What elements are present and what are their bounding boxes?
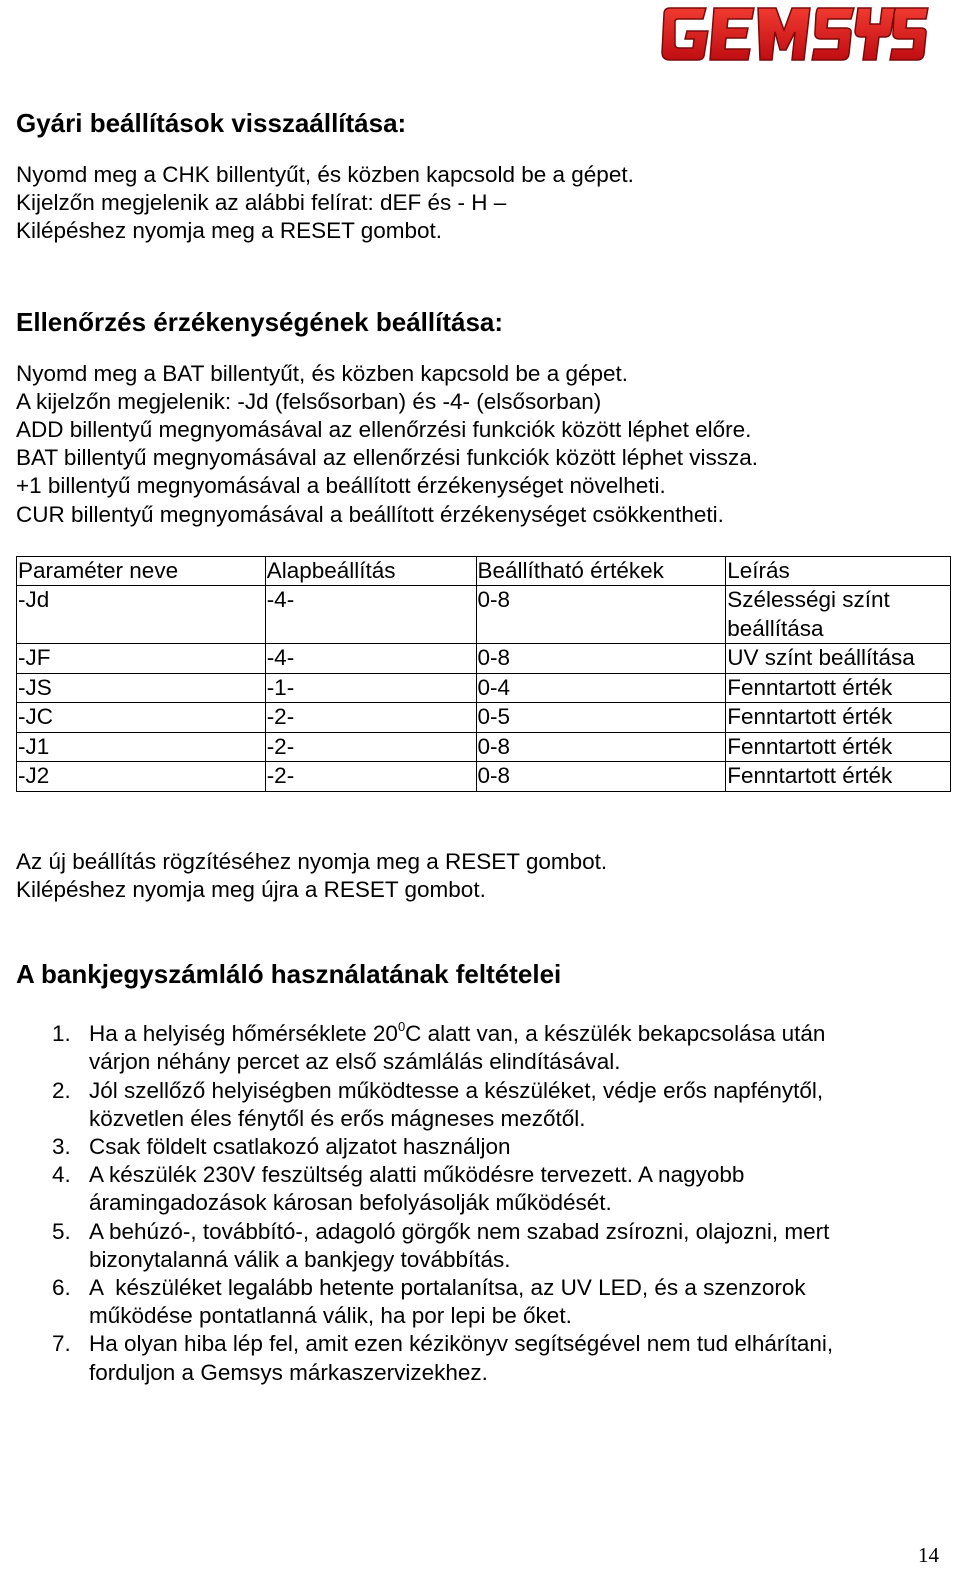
table-cell: -2- <box>265 732 476 762</box>
item-text: Ha a helyiség hőmérséklete 20 <box>89 1021 398 1047</box>
item-text: forduljon a Gemsys márkaszervizekhez. <box>89 1359 488 1385</box>
conditions-list <box>16 1020 951 1387</box>
list-item <box>16 1020 951 1076</box>
table-row <box>17 703 951 733</box>
item-text: Csak földelt csatlakozó aljzatot használjon <box>89 1134 511 1160</box>
table-cell: -J1 <box>17 732 266 762</box>
table-cell: -4- <box>265 586 476 644</box>
page-content <box>16 105 951 1387</box>
item-text: Jól szellőző helyiségben működtesse a készüléket, védje erős napfénytől, <box>89 1077 824 1103</box>
table-cell: 0-8 <box>476 586 726 644</box>
item-text: működése pontatlanná válik, ha por lepi be őket. <box>89 1303 572 1329</box>
table-cell: UV színt beállítása <box>726 644 951 674</box>
table-row <box>17 673 951 703</box>
list-number: 2. <box>52 1077 71 1103</box>
list-number: 3. <box>52 1134 71 1160</box>
page-number: 14 <box>918 1543 939 1567</box>
list-number: 4. <box>52 1162 71 1188</box>
text-line: Nyomd meg a CHK billentyűt, és közben kapcsold be a gépet. <box>16 162 634 187</box>
table-cell: Szélességi színt beállítása <box>726 586 951 644</box>
item-text: bizonytalanná válik a bankjegy továbbítás. <box>89 1246 511 1272</box>
list-number: 5. <box>52 1218 71 1244</box>
table-row <box>17 732 951 762</box>
table-row <box>17 644 951 674</box>
table-cell: -JF <box>17 644 266 674</box>
list-item <box>16 1274 951 1330</box>
factory-reset-text <box>16 161 951 246</box>
item-text: Ha olyan hiba lép fel, amit ezen kézikönyv segítségével nem tud elhárítani, <box>89 1331 834 1357</box>
item-text: A készülék 230V feszültség alatti működésre tervezett. A nagyobb <box>89 1162 745 1188</box>
item-text: közvetlen éles fénytől és erős mágneses mezőtől. <box>89 1105 586 1131</box>
table-cell: Fenntartott érték <box>726 673 951 703</box>
item-text: A behúzó-, továbbító-, adagoló görgők nem szabad zsírozni, olajozni, mert <box>89 1218 830 1244</box>
sensitivity-text <box>16 360 951 529</box>
table-cell: 0-5 <box>476 703 726 733</box>
table-cell: Fenntartott érték <box>726 703 951 733</box>
header-cell: Paraméter neve <box>17 556 266 586</box>
table-cell: -1- <box>265 673 476 703</box>
gemsys-logo-graphic <box>658 4 930 64</box>
text-line: +1 billentyű megnyomásával a beállított érzékenységet növelheti. <box>16 473 666 499</box>
table-cell: -4- <box>265 644 476 674</box>
table-cell: Fenntartott érték <box>726 732 951 762</box>
table-cell: -2- <box>265 703 476 733</box>
text-line: Nyomd meg a BAT billentyűt, és közben kapcsold be a gépet. <box>16 360 629 386</box>
list-item <box>16 1133 951 1161</box>
table-cell: -2- <box>265 762 476 792</box>
table-row <box>17 586 951 644</box>
item-text: várjon néhány percet az első számlálás elindításával. <box>89 1049 621 1075</box>
list-number: 7. <box>52 1331 71 1357</box>
text-line: Kijelzőn megjelenik az alábbi felírat: dEF és - H – <box>16 190 507 216</box>
list-number: 1. <box>52 1021 71 1047</box>
table-cell: 0-8 <box>476 762 726 792</box>
sensitivity-title: Ellenőrzés érzékenységének beállítása: <box>16 306 504 337</box>
text-line: Kilépéshez nyomja meg újra a RESET gombot. <box>16 877 486 903</box>
table-cell: 0-8 <box>476 644 726 674</box>
text-line: CUR billentyű megnyomásával a beállított érzékenységet csökkentheti. <box>16 501 724 527</box>
parameter-table <box>16 556 951 792</box>
table-cell: -J2 <box>17 762 266 792</box>
header-cell: Beállítható értékek <box>476 556 726 586</box>
item-text: C alatt van, a készülék bekapcsolása után <box>405 1021 826 1047</box>
list-item <box>16 1218 951 1274</box>
save-instructions <box>16 848 951 904</box>
table-cell: 0-8 <box>476 732 726 762</box>
item-text: A készüléket legalább hetente portalanítsa, az UV LED, és a szenzorok <box>89 1275 806 1301</box>
item-text: áramingadozások károsan befolyásolják működését. <box>89 1190 612 1216</box>
text-line: Kilépéshez nyomja meg a RESET gombot. <box>16 218 443 244</box>
table-cell: -JS <box>17 673 266 703</box>
table-cell: -JC <box>17 703 266 733</box>
list-item <box>16 1161 951 1217</box>
table-cell: 0-4 <box>476 673 726 703</box>
list-number: 6. <box>52 1275 71 1301</box>
gemsys-logo <box>658 4 930 64</box>
text-line: BAT billentyű megnyomásával az ellenőrzési funkciók között léphet vissza. <box>16 445 759 471</box>
text-line: ADD billentyű megnyomásával az ellenőrzési funkciók között léphet előre. <box>16 417 752 443</box>
list-item <box>16 1077 951 1133</box>
table-cell: Fenntartott érték <box>726 762 951 792</box>
header-cell: Alapbeállítás <box>265 556 476 586</box>
table-cell: -Jd <box>17 586 266 644</box>
factory-reset-title: Gyári beállítások visszaállítása: <box>16 108 407 138</box>
text-line: A kijelzőn megjelenik: -Jd (felsősorban) és -4- (elsősorban) <box>16 388 602 414</box>
table-header-row <box>17 556 951 586</box>
text-line: Az új beállítás rögzítéséhez nyomja meg a RESET gombot. <box>16 848 608 874</box>
list-item <box>16 1330 951 1386</box>
superscript: 0 <box>397 1019 406 1035</box>
conditions-title: A bankjegyszámláló használatának feltételei <box>16 959 562 990</box>
header-cell: Leírás <box>726 556 951 586</box>
table-row <box>17 762 951 792</box>
